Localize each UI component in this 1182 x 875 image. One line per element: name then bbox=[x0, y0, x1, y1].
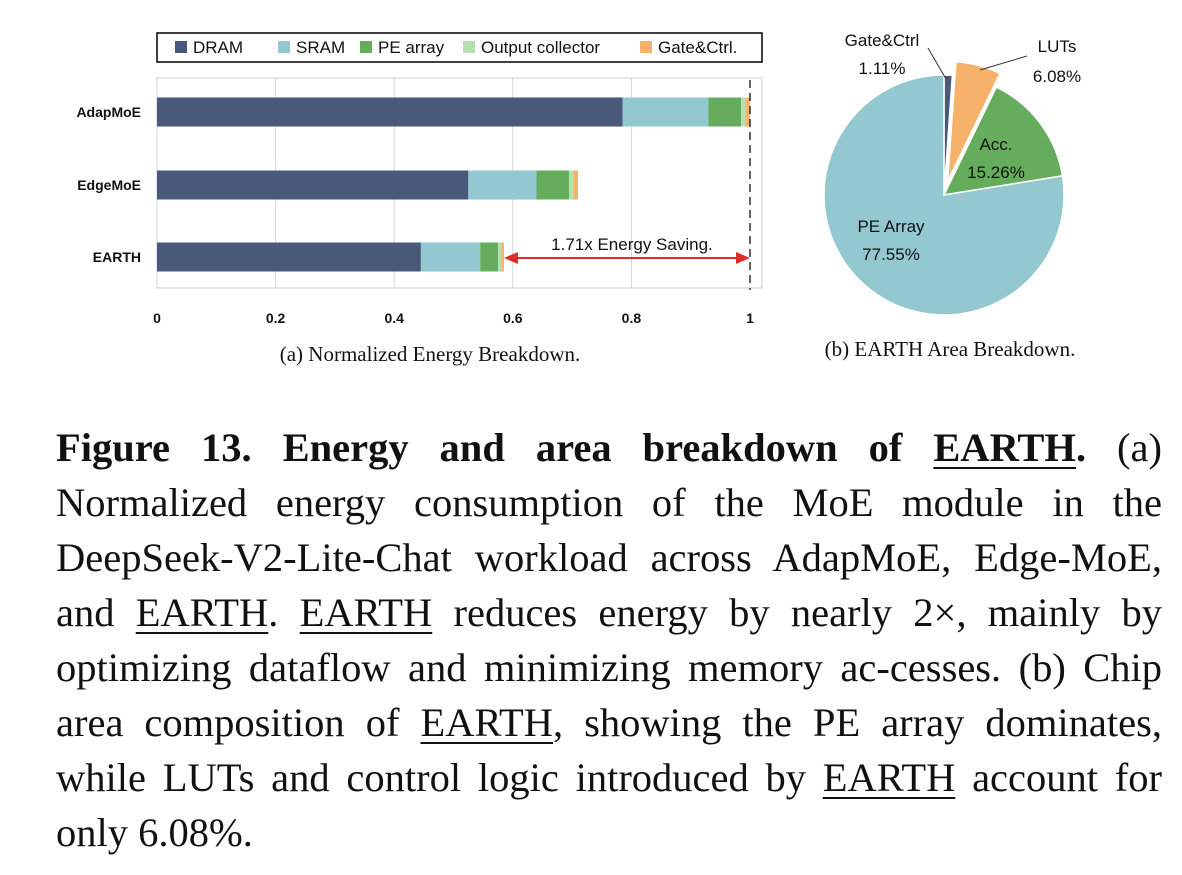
legend-swatch bbox=[463, 41, 475, 53]
bar-segment bbox=[157, 243, 421, 272]
bar-segment bbox=[468, 171, 536, 200]
legend-label: Output collector bbox=[481, 38, 601, 57]
pie-label-name: PE Array bbox=[857, 217, 925, 236]
legend-swatch bbox=[175, 41, 187, 53]
bar-segment bbox=[498, 243, 502, 272]
bar-segment bbox=[157, 98, 623, 127]
legend-swatch bbox=[360, 41, 372, 53]
energy-saving-arrowhead-right bbox=[736, 252, 750, 264]
caption-earth-4: EARTH bbox=[822, 755, 956, 800]
x-tick-label: 0 bbox=[153, 310, 161, 326]
bar-segment bbox=[623, 98, 709, 127]
bar-segment bbox=[421, 243, 480, 272]
bar-chart-x-tick-labels bbox=[153, 310, 754, 326]
energy-saving-label: 1.71x Energy Saving. bbox=[551, 235, 713, 254]
legend-swatch bbox=[640, 41, 652, 53]
area-breakdown-pie-chart bbox=[824, 31, 1081, 361]
bar-chart-category-labels bbox=[76, 104, 141, 265]
bar-segment bbox=[157, 171, 468, 200]
bar-chart-caption: (a) Normalized Energy Breakdown. bbox=[279, 342, 581, 366]
legend-label: DRAM bbox=[193, 38, 244, 57]
energy-saving-arrowhead-left bbox=[504, 252, 518, 264]
legend-label: PE array bbox=[378, 38, 445, 57]
bar-segment bbox=[741, 98, 745, 127]
category-label: EARTH bbox=[92, 249, 141, 265]
pie-slices bbox=[824, 62, 1064, 315]
pie-label-value: 15.26% bbox=[967, 163, 1025, 182]
caption-text-1: (a) Normalized energy consumption of the MoE module in the DeepSeek-V2-Lite-Chat workload across AdapMoE, Edge-MoE, and bbox=[56, 425, 1162, 635]
caption-text-5: account for only 6.08%. bbox=[56, 755, 1162, 855]
legend-label: Gate&Ctrl. bbox=[658, 38, 738, 57]
category-label: EdgeMoE bbox=[77, 177, 141, 193]
pie-label-value: 77.55% bbox=[862, 245, 920, 264]
bar-segment bbox=[569, 171, 573, 200]
x-tick-label: 0.6 bbox=[503, 310, 523, 326]
x-tick-label: 0.2 bbox=[265, 310, 286, 326]
bar-segment bbox=[502, 243, 504, 272]
x-tick-label: 1 bbox=[746, 310, 754, 326]
caption-label: Figure 13. Energy and area breakdown of EARTH. bbox=[56, 425, 1087, 470]
bar-segment bbox=[480, 243, 498, 272]
caption-text-4: , showing the PE array dominates, while LUTs and control logic introduced by bbox=[56, 700, 1162, 800]
leader-line bbox=[928, 48, 946, 79]
figure-caption: Figure 13. Energy and area breakdown of EARTH. (a) Normalized energy consumption of the MoE module in the DeepSeek-V2-Lite-Chat workload across AdapMoE, Edge-MoE, and EARTH. EARTH reduces energy by nearly 2×, mainly by optimizing dataflow and minimizing memory ac-cesses. (b) Chip area composition of EARTH, showing the PE array dominates, while LUTs and control logic introduced by EARTH account for only 6.08%. bbox=[56, 425, 1162, 855]
x-tick-label: 0.8 bbox=[621, 310, 642, 326]
caption-label-earth: EARTH bbox=[933, 425, 1076, 470]
pie-label-name: LUTs bbox=[1037, 37, 1077, 56]
caption-earth-2: EARTH bbox=[299, 590, 433, 635]
figure-charts bbox=[0, 0, 1182, 410]
pie-chart-caption: (b) EARTH Area Breakdown. bbox=[824, 337, 1076, 361]
caption-earth-1: EARTH bbox=[135, 590, 269, 635]
bar-segment bbox=[745, 98, 750, 127]
pie-label-value: 1.11% bbox=[858, 59, 906, 78]
bar-segment bbox=[573, 171, 578, 200]
energy-breakdown-bar-chart bbox=[76, 33, 762, 366]
leader-line bbox=[980, 56, 1027, 70]
category-label: AdapMoE bbox=[76, 104, 141, 120]
bar-chart-legend bbox=[157, 33, 762, 62]
x-tick-label: 0.4 bbox=[384, 310, 404, 326]
caption-earth-3: EARTH bbox=[420, 700, 554, 745]
legend-label: SRAM bbox=[296, 38, 346, 57]
pie-label-name: Acc. bbox=[979, 135, 1013, 154]
bar-segment bbox=[708, 98, 741, 127]
pie-label-name: Gate&Ctrl bbox=[844, 31, 920, 50]
pie-label-value: 6.08% bbox=[1032, 67, 1082, 86]
caption-text-3: reduces energy by nearly 2×, mainly by optimizing dataflow and minimizing memory ac-cesses. (b) Chip area composition of bbox=[56, 590, 1162, 745]
legend-swatch bbox=[278, 41, 290, 53]
bar-segment bbox=[537, 171, 570, 200]
